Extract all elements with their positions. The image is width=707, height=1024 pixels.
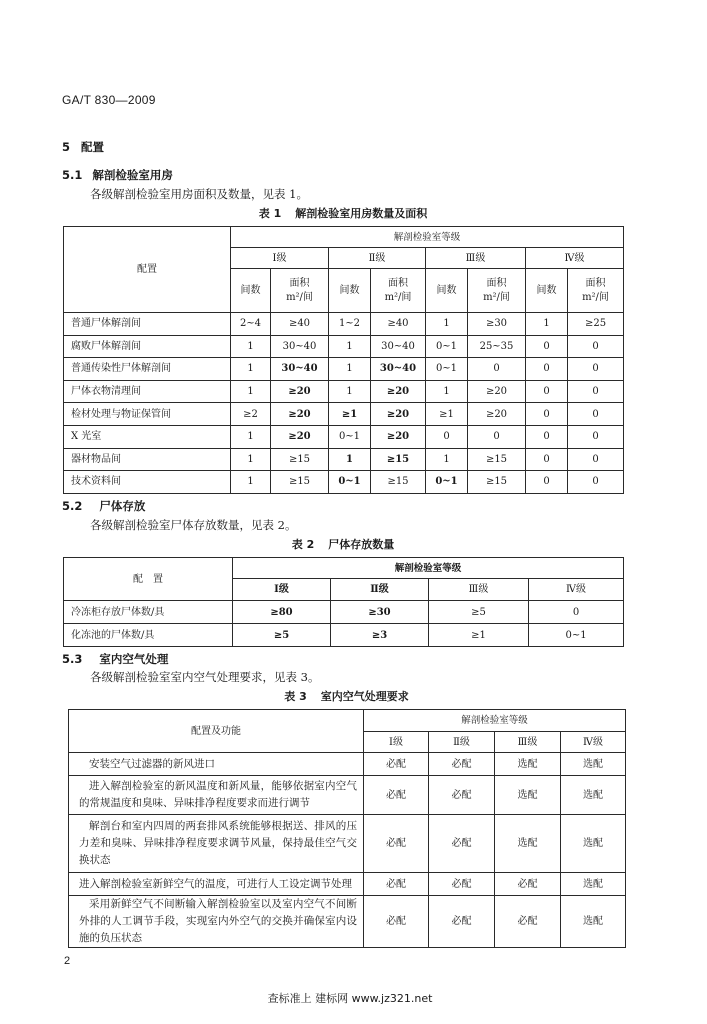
table-cell: 0 <box>526 471 568 494</box>
table-cell: 必配 <box>429 753 495 776</box>
level-header: Ⅳ级 <box>561 732 626 753</box>
table-cell: 1 <box>426 313 468 336</box>
page-number: 2 <box>64 955 71 967</box>
subheader-area-label: 面积 <box>486 277 507 289</box>
subheader-area-label: 面积 <box>585 277 606 289</box>
subsection-number: 5.3 <box>62 652 83 666</box>
table-cell: 选配 <box>561 753 626 776</box>
level-header: Ⅲ级 <box>429 579 529 601</box>
table-cell: ≥80 <box>233 601 331 624</box>
table-cell: 1 <box>526 313 568 336</box>
table-row <box>69 873 626 896</box>
row-label: 普通尸体解剖间 <box>64 313 231 336</box>
table-cell: ≥15 <box>371 448 426 471</box>
table-cell: 0~1 <box>329 425 371 448</box>
table-cell: ≥1 <box>426 403 468 426</box>
table-row <box>69 776 626 815</box>
table-cell: 必配 <box>429 776 495 815</box>
table-cell: 1 <box>231 380 271 403</box>
table-cell: ≥20 <box>371 403 426 426</box>
subheader-area-unit: m²/间 <box>582 291 609 303</box>
table-cell: ≥30 <box>331 601 429 624</box>
subheader-count: 间数 <box>329 269 371 313</box>
table-cell: ≥40 <box>371 313 426 336</box>
table-cell: 2~4 <box>231 313 271 336</box>
table-cell: ≥15 <box>271 471 329 494</box>
table-cell: 1 <box>329 335 371 358</box>
table-label: 表 1 <box>258 207 282 220</box>
column-header-config: 配置及功能 <box>69 710 364 753</box>
table-cell: 必配 <box>429 873 495 896</box>
table-caption <box>63 538 623 552</box>
subsection-number: 5.1 <box>62 168 83 182</box>
table-cell: 0 <box>568 358 624 381</box>
row-label: 进入解剖检验室的新风温度和新风量，能够依据室内空气的常规温度和臭味、异味排净程度要求而进行调节 <box>69 776 364 815</box>
table-label: 表 2 <box>291 538 315 551</box>
table-cell: 选配 <box>561 815 626 873</box>
footer-watermark: 查标准上 建标网 www.jz321.net <box>267 992 433 1005</box>
table-cell: 1~2 <box>329 313 371 336</box>
table-cell: 1 <box>329 380 371 403</box>
table-cell: 0 <box>526 380 568 403</box>
table-cell: 1 <box>426 448 468 471</box>
subheader-area <box>468 269 526 313</box>
subheader-area-label: 面积 <box>289 277 310 289</box>
row-label: 尸体衣物清理间 <box>64 380 231 403</box>
table-cell: ≥40 <box>271 313 329 336</box>
row-label: 安装空气过滤器的新风进口 <box>69 753 364 776</box>
table-cell: 选配 <box>561 776 626 815</box>
table-cell: ≥20 <box>468 403 526 426</box>
level-header: Ⅰ级 <box>233 579 331 601</box>
table-row <box>64 601 624 624</box>
table-cell: 0~1 <box>426 471 468 494</box>
table-row <box>64 425 624 448</box>
subsection-title: 室内空气处理 <box>99 652 169 666</box>
table-cell: ≥20 <box>271 380 329 403</box>
table-cell: ≥15 <box>468 471 526 494</box>
table-cell: 30~40 <box>371 335 426 358</box>
group-header: 解剖检验室等级 <box>233 558 624 579</box>
table-cell: 0 <box>526 403 568 426</box>
table-cell: ≥20 <box>468 380 526 403</box>
section-heading <box>62 140 104 154</box>
table-cell: 选配 <box>495 776 561 815</box>
table-cell: 0 <box>526 358 568 381</box>
column-header-config: 配置 <box>64 227 231 313</box>
table-row <box>64 403 624 426</box>
table-cell: ≥25 <box>568 313 624 336</box>
table-row <box>69 815 626 873</box>
table-cell: 1 <box>329 448 371 471</box>
table-cell: 30~40 <box>271 335 329 358</box>
column-header-config: 配 置 <box>64 558 233 601</box>
row-label: 解剖台和室内四周的两套排风系统能够根据送、排风的压力差和臭味、异味排净程度要求调节风量，保持最佳空气交换状态 <box>69 815 364 873</box>
group-header: 解剖检验室等级 <box>231 227 624 248</box>
table-cell: 30~40 <box>371 358 426 381</box>
table-cell: 必配 <box>364 776 429 815</box>
table-cell: ≥1 <box>329 403 371 426</box>
table-cell: 必配 <box>364 896 429 948</box>
table-row <box>64 448 624 471</box>
table-cell: 必配 <box>495 873 561 896</box>
table-cell: 1 <box>231 471 271 494</box>
subheader-area <box>371 269 426 313</box>
table-cell: 1 <box>426 380 468 403</box>
level-header: Ⅱ级 <box>429 732 495 753</box>
paragraph: 各级解剖检验室室内空气处理要求，见表 3。 <box>90 670 320 684</box>
row-label: 腐败尸体解剖间 <box>64 335 231 358</box>
row-label: X 光室 <box>64 425 231 448</box>
table-cell: 25~35 <box>468 335 526 358</box>
table-row <box>69 753 626 776</box>
table-cell: 0 <box>568 425 624 448</box>
subsection-heading <box>62 652 168 666</box>
section-number: 5 <box>62 140 71 154</box>
table-cell: 0 <box>568 403 624 426</box>
table-row <box>64 313 624 336</box>
level-header: Ⅲ级 <box>495 732 561 753</box>
level-header: Ⅰ级 <box>231 248 329 269</box>
table-cell: ≥1 <box>429 624 529 647</box>
table-cell: 0 <box>526 448 568 471</box>
table-cell: 必配 <box>364 873 429 896</box>
table-cell: ≥2 <box>231 403 271 426</box>
table-cell: 选配 <box>561 896 626 948</box>
subsection-heading <box>62 168 173 182</box>
subheader-area-unit: m²/间 <box>483 291 510 303</box>
table-cell: ≥20 <box>371 380 426 403</box>
table-cell: ≥5 <box>429 601 529 624</box>
level-header: Ⅳ级 <box>529 579 624 601</box>
table-cell: ≥15 <box>468 448 526 471</box>
table-cell: 0 <box>468 425 526 448</box>
table-cell: ≥15 <box>371 471 426 494</box>
table-cell: 选配 <box>495 753 561 776</box>
table-cell: 1 <box>231 335 271 358</box>
table-cell: ≥5 <box>233 624 331 647</box>
level-header: Ⅲ级 <box>426 248 526 269</box>
row-label: 化冻池的尸体数/具 <box>64 624 233 647</box>
table-2 <box>63 557 624 647</box>
subsection-title: 解剖检验室用房 <box>92 168 173 182</box>
table-cell: 1 <box>231 425 271 448</box>
group-header: 解剖检验室等级 <box>364 710 626 732</box>
row-label: 检材处理与物证保管间 <box>64 403 231 426</box>
paragraph: 各级解剖检验室用房面积及数量，见表 1。 <box>90 187 308 201</box>
section-title: 配置 <box>81 140 105 154</box>
table-caption-text: 室内空气处理要求 <box>320 690 409 703</box>
level-header: Ⅱ级 <box>331 579 429 601</box>
subheader-area-label: 面积 <box>388 277 408 289</box>
row-label: 普通传染性尸体解剖间 <box>64 358 231 381</box>
row-label: 进入解剖检验室新鲜空气的温度，可进行人工设定调节处理 <box>69 873 364 896</box>
table-cell: 30~40 <box>271 358 329 381</box>
table-cell: 必配 <box>429 896 495 948</box>
table-cell: 0 <box>426 425 468 448</box>
subheader-count: 间数 <box>231 269 271 313</box>
subsection-number: 5.2 <box>62 499 83 513</box>
table-cell: 选配 <box>561 873 626 896</box>
subheader-area-unit: m²/间 <box>286 291 313 303</box>
table-cell: 必配 <box>429 815 495 873</box>
table-3 <box>68 709 626 948</box>
table-row <box>64 380 624 403</box>
table-row <box>64 358 624 381</box>
table-cell: ≥20 <box>271 425 329 448</box>
subsection-title: 尸体存放 <box>99 499 146 513</box>
table-cell: 0~1 <box>529 624 624 647</box>
table-row <box>64 624 624 647</box>
table-cell: 0~1 <box>426 358 468 381</box>
table-cell: 0 <box>526 425 568 448</box>
subheader-count: 间数 <box>426 269 468 313</box>
table-cell: 选配 <box>495 815 561 873</box>
subsection-heading <box>62 499 145 513</box>
table-1 <box>63 226 624 494</box>
level-header: Ⅳ级 <box>526 248 624 269</box>
table-row <box>64 471 624 494</box>
table-cell: 0 <box>568 335 624 358</box>
table-cell: 必配 <box>364 753 429 776</box>
subheader-area <box>271 269 329 313</box>
table-caption-text: 解剖检验室用房数量及面积 <box>295 207 428 220</box>
table-caption <box>63 207 623 221</box>
subheader-area-unit: m²/间 <box>384 291 412 303</box>
table-row <box>64 335 624 358</box>
row-label: 冷冻柜存放尸体数/具 <box>64 601 233 624</box>
table-cell: ≥30 <box>468 313 526 336</box>
subheader-count: 间数 <box>526 269 568 313</box>
table-caption-text: 尸体存放数量 <box>328 538 395 551</box>
table-cell: ≥20 <box>371 425 426 448</box>
table-cell: 0 <box>568 380 624 403</box>
level-header: Ⅰ级 <box>364 732 429 753</box>
paragraph: 各级解剖检验室尸体存放数量，见表 2。 <box>90 518 297 532</box>
table-cell: 0~1 <box>426 335 468 358</box>
subheader-area <box>568 269 624 313</box>
table-label: 表 3 <box>284 690 307 703</box>
table-caption <box>68 690 625 704</box>
level-header: Ⅱ级 <box>329 248 426 269</box>
table-cell: 0 <box>468 358 526 381</box>
table-cell: ≥20 <box>271 403 329 426</box>
table-row <box>69 896 626 948</box>
table-cell: 必配 <box>364 815 429 873</box>
table-cell: 0~1 <box>329 471 371 494</box>
table-cell: ≥3 <box>331 624 429 647</box>
table-cell: 1 <box>231 448 271 471</box>
table-cell: 必配 <box>495 896 561 948</box>
row-label: 采用新鲜空气不间断输入解剖检验室以及室内空气不间断外排的人工调节手段，实现室内外空气的交换并确保室内设施的负压状态 <box>69 896 364 948</box>
table-cell: 1 <box>329 358 371 381</box>
row-label: 器材物品间 <box>64 448 231 471</box>
table-cell: 1 <box>231 358 271 381</box>
document-code: GA/T 830—2009 <box>62 93 156 107</box>
table-cell: 0 <box>568 471 624 494</box>
row-label: 技术资料间 <box>64 471 231 494</box>
table-cell: 0 <box>529 601 624 624</box>
table-cell: 0 <box>526 335 568 358</box>
table-cell: ≥15 <box>271 448 329 471</box>
table-cell: 0 <box>568 448 624 471</box>
